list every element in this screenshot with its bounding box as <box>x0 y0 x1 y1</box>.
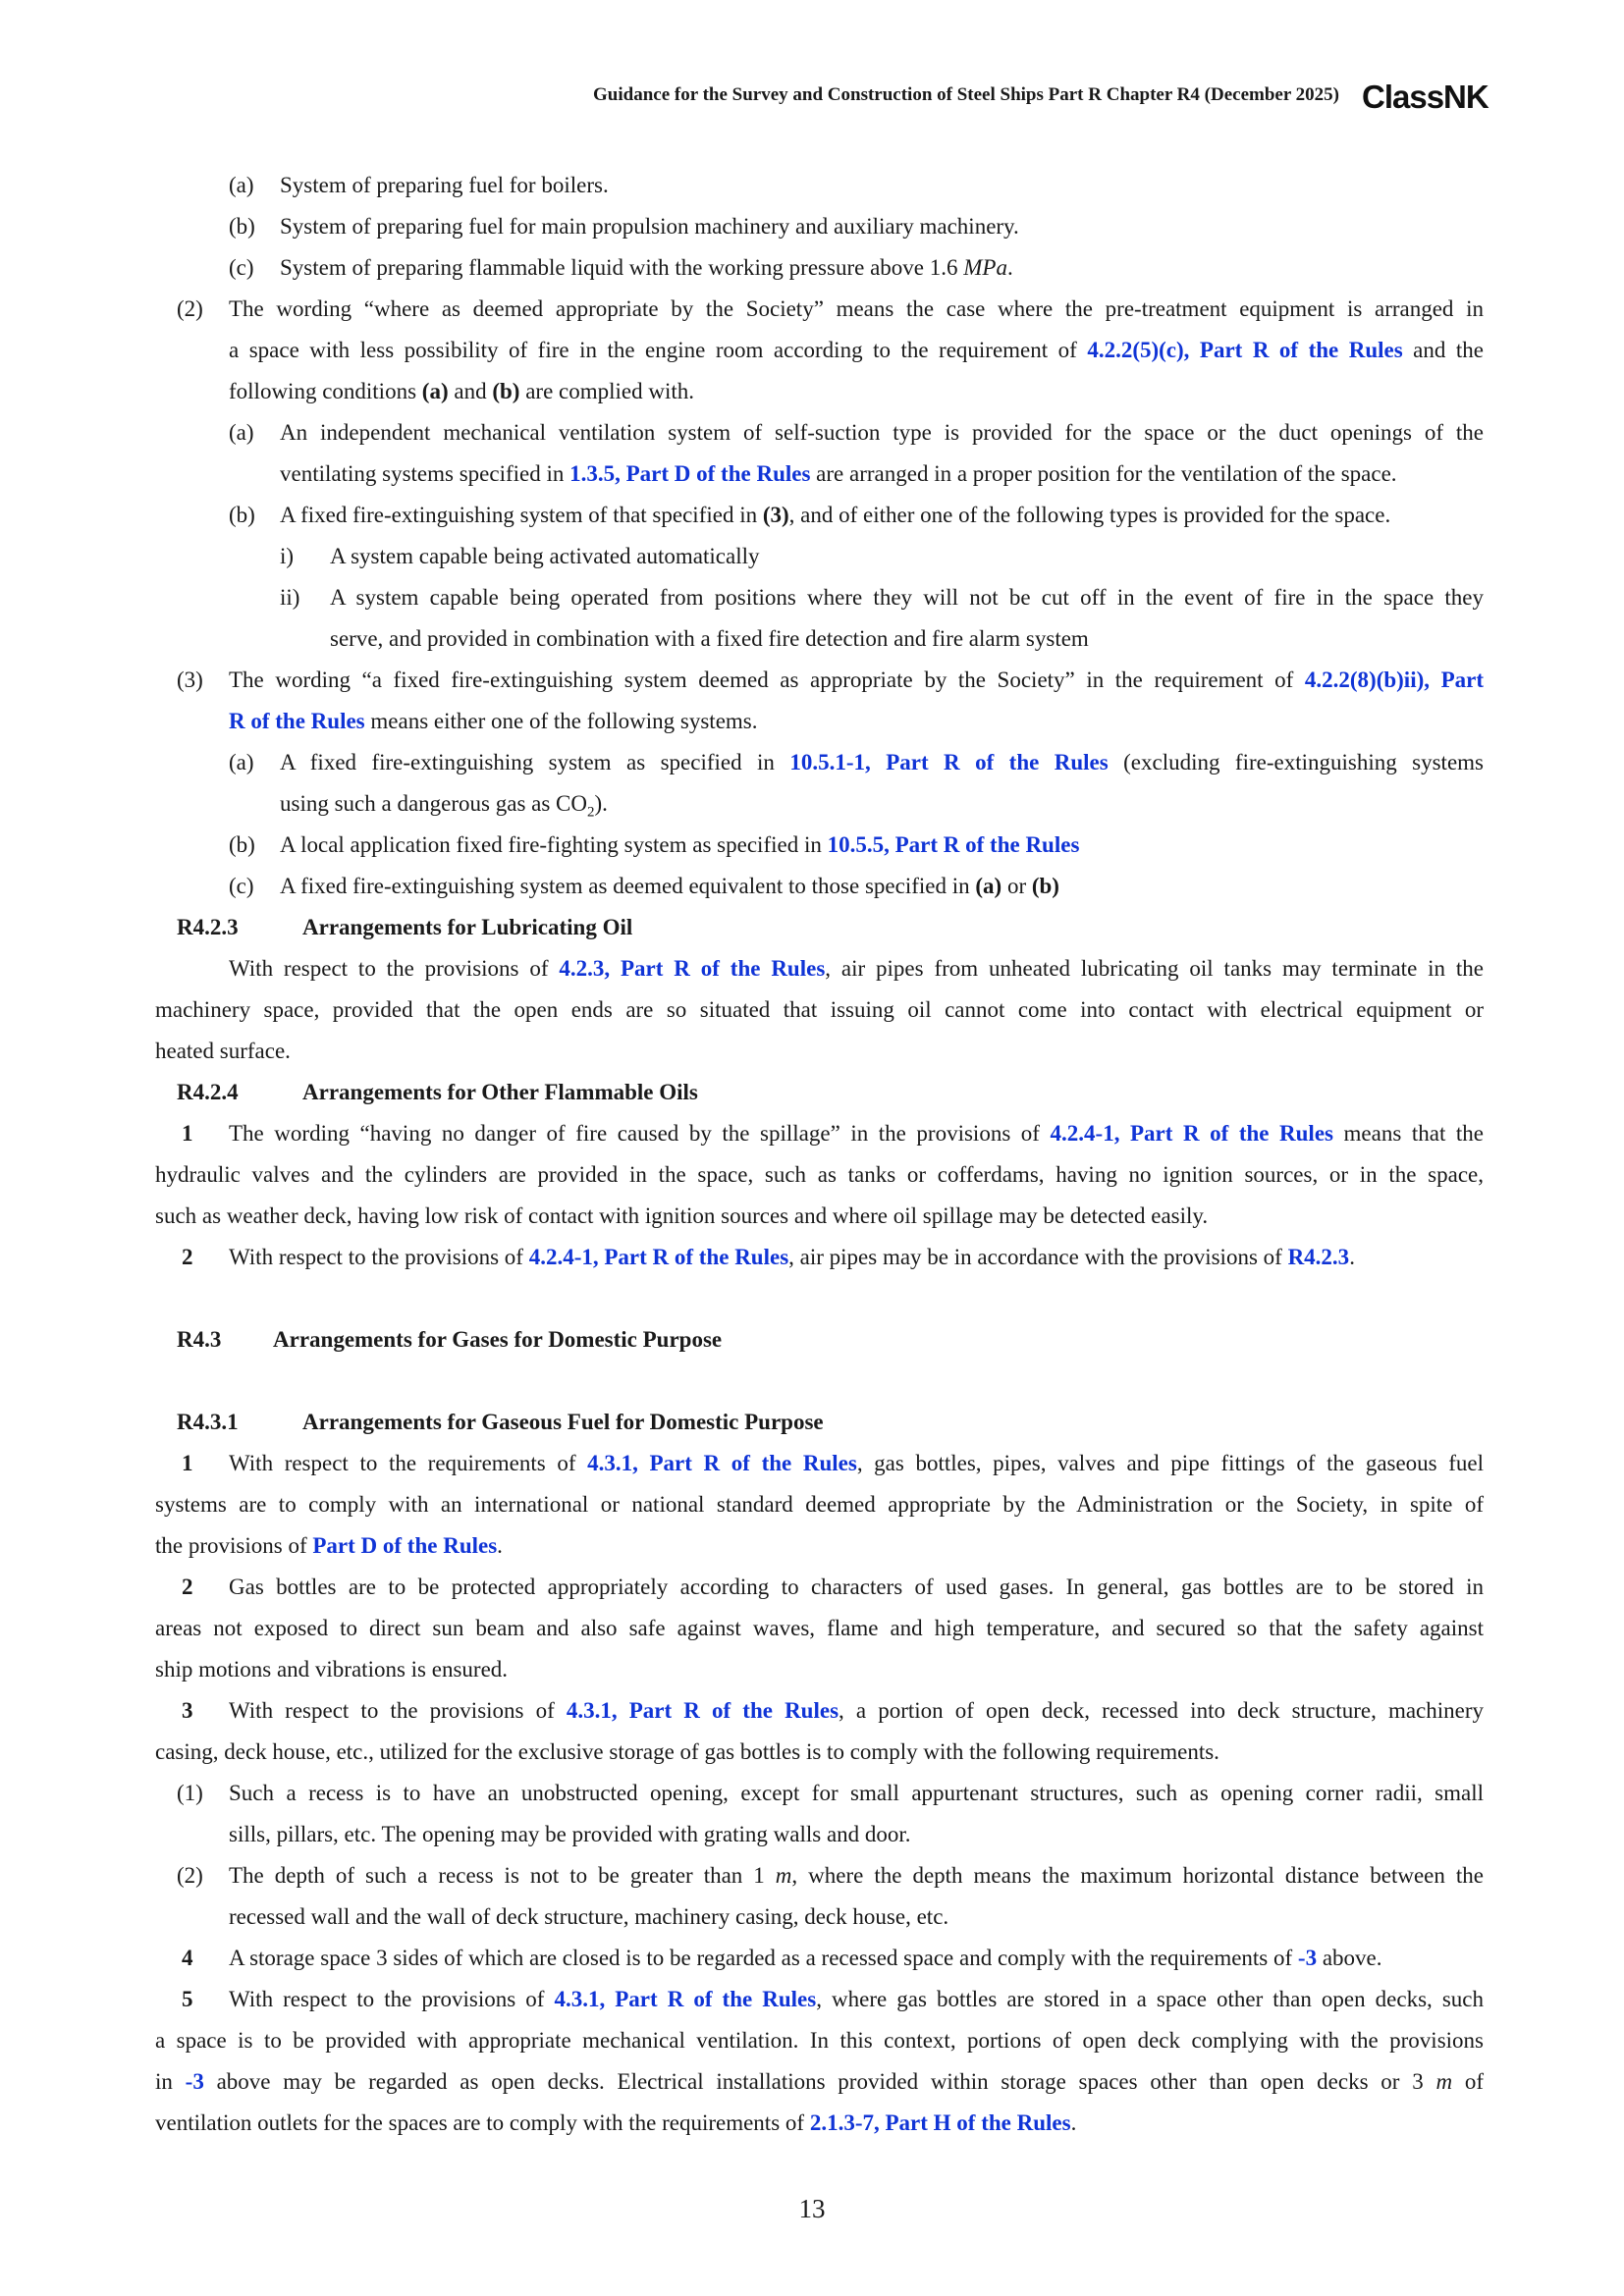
item-2b-ii-line2: serve, and provided in combination with a fixed fire detection and fire alarm system <box>330 626 1089 651</box>
rule-link[interactable]: 10.5.5, Part R of the Rules <box>827 832 1080 857</box>
r431-p2-line3: ship motions and vibrations is ensured. <box>155 1657 509 1682</box>
rule-link[interactable]: 4.3.1, Part R of the Rules <box>566 1698 839 1723</box>
r431-p1-line1: 1 With respect to the requirements of 4.3.1, Part R of the Rules, gas bottles, pipes, valves and pipe fittings of the gaseous fuel <box>182 1451 1485 1475</box>
item-2a-line2: ventilating systems specified in 1.3.5, Part D of the Rules are arranged in a proper position for the ventilation of the space. <box>280 461 1397 486</box>
rule-link[interactable]: 4.3.1, Part R of the Rules <box>587 1451 857 1475</box>
item-2b: (b) A fixed fire-extinguishing system of that specified in (3), and of either one of the following types is provided for the space. <box>229 503 1391 527</box>
page-body <box>155 165 1484 2144</box>
r431-p2-line2: areas not exposed to direct sun beam and also safe against waves, flame and high temperature, and secured so that the safety against <box>155 1616 1484 1640</box>
r424-p1-line2: hydraulic valves and the cylinders are provided in the space, such as tanks or cofferdams, having no ignition sources, or in the space, <box>155 1162 1484 1187</box>
r431-p3-1-line1: (1) Such a recess is to have an unobstructed opening, except for small appurtenant structures, such as opening corner radii, small <box>177 1781 1484 1805</box>
rule-link[interactable]: R of the Rules <box>229 709 365 733</box>
rule-link[interactable]: 1.3.5, Part D of the Rules <box>569 461 811 486</box>
rule-link[interactable]: -3 <box>185 2069 204 2094</box>
r431-p3-line2: casing, deck house, etc., utilized for the exclusive storage of gas bottles is to comply with the following requirements. <box>155 1739 1219 1764</box>
para-2-line1: (2) The wording “where as deemed appropriate by the Society” means the case where the pre-treatment equipment is arranged in <box>177 296 1484 321</box>
item-3c: (c) A fixed fire-extinguishing system as deemed equivalent to those specified in (a) or (b) <box>229 874 1059 898</box>
para-3-line2: R of the Rules means either one of the following systems. <box>229 709 758 733</box>
r431-p5-line1: 5 With respect to the provisions of 4.3.1, Part R of the Rules, where gas bottles are stored in a space other than open decks, such <box>182 1987 1485 2011</box>
section-heading-r4-2-4: R4.2.4 Arrangements for Other Flammable Oils <box>177 1080 698 1104</box>
section-heading-r4-3: R4.3 Arrangements for Gases for Domestic Purpose <box>177 1327 723 1352</box>
r431-p1-line2: systems are to comply with an international or national standard deemed appropriate by the Administration or the Society, in spite of <box>155 1492 1484 1517</box>
page-header <box>0 77 1624 116</box>
r431-p3-1-line2: sills, pillars, etc. The opening may be provided with grating walls and door. <box>229 1822 911 1846</box>
rule-link[interactable]: 4.2.2(8)(b)ii), Part <box>1304 667 1484 692</box>
item-3a-line2: using such a dangerous gas as $CO_2$). <box>280 791 608 821</box>
r423-line3: heated surface. <box>155 1039 291 1063</box>
rule-link[interactable]: R4.2.3 <box>1287 1245 1350 1269</box>
r431-p5-line3: in -3 above may be regarded as open decks. Electrical installations provided within storage spaces other than open decks or 3 m of <box>155 2069 1484 2094</box>
r431-p3-2-line2: recessed wall and the wall of deck structure, machinery casing, deck house, etc. <box>229 1904 949 1929</box>
item-3b: (b) A local application fixed fire-fighting system as specified in 10.5.5, Part R of the Rules <box>229 832 1080 857</box>
rule-link[interactable]: 4.2.3, Part R of the Rules <box>559 956 826 981</box>
classnk-logo: ClassNK <box>1362 79 1489 115</box>
rule-link[interactable]: -3 <box>1297 1946 1318 1970</box>
rule-link[interactable]: 10.5.1-1, Part R of the Rules <box>789 750 1109 774</box>
rule-link[interactable]: 4.3.1, Part R of the Rules <box>554 1987 817 2011</box>
rule-link[interactable]: Part D of the Rules <box>312 1533 498 1558</box>
item-3a-line1: (a) A fixed fire-extinguishing system as specified in 10.5.1-1, Part R of the Rules (excluding fire-extinguishing systems <box>229 750 1484 774</box>
section-heading-r4-2-3: R4.2.3 Arrangements for Lubricating Oil <box>177 915 633 939</box>
item-1a: (a) System of preparing fuel for boilers. <box>229 173 609 197</box>
rule-link[interactable]: 4.2.4-1, Part R of the Rules <box>1050 1121 1333 1146</box>
item-1c: (c) System of preparing flammable liquid with the working pressure above 1.6 MPa. <box>229 255 1013 280</box>
r431-p2-line1: 2 Gas bottles are to be protected appropriately according to characters of used gases. In general, gas bottles are to be stored in <box>182 1575 1484 1599</box>
item-1b: (b) System of preparing fuel for main propulsion machinery and auxiliary machinery. <box>229 214 1019 239</box>
item-2b-i: i) A system capable being activated automatically <box>280 544 760 568</box>
rule-link[interactable]: 4.2.4-1, Part R of the Rules <box>528 1245 789 1269</box>
rule-link[interactable]: 2.1.3-7, Part H of the Rules <box>809 2110 1071 2135</box>
para-2-line3: following conditions (a) and (b) are complied with. <box>229 379 695 403</box>
section-heading-r4-3-1: R4.3.1 Arrangements for Gaseous Fuel for Domestic Purpose <box>177 1410 824 1434</box>
page-number: 13 <box>798 2194 826 2223</box>
r424-p1-line1: 1 The wording “having no danger of fire caused by the spillage” in the provisions of 4.2.4-1, Part R of the Rules means that the <box>182 1121 1484 1146</box>
r423-line1: With respect to the provisions of 4.2.3, Part R of the Rules, air pipes from unheated lubricating oil tanks may terminate in the <box>229 956 1485 981</box>
r431-p5-line4: ventilation outlets for the spaces are to comply with the requirements of 2.1.3-7, Part H of the Rules. <box>155 2110 1077 2135</box>
r431-p1-line3: the provisions of Part D of the Rules. <box>155 1533 503 1558</box>
r431-p3-line1: 3 With respect to the provisions of 4.3.1, Part R of the Rules, a portion of open deck, recessed into deck structure, machinery <box>182 1698 1485 1723</box>
r431-p4: 4 A storage space 3 sides of which are closed is to be regarded as a recessed space and comply with the requirements of -3 above. <box>182 1946 1382 1970</box>
item-2a-line1: (a) An independent mechanical ventilation system of self-suction type is provided for the space or the duct openings of the <box>229 420 1484 445</box>
r424-p2: 2 With respect to the provisions of 4.2.4-1, Part R of the Rules, air pipes may be in accordance with the provisions of R4.2.3. <box>182 1245 1355 1269</box>
r431-p3-2-line1: (2) The depth of such a recess is not to be greater than 1 m, where the depth means the maximum horizontal distance between the <box>177 1863 1484 1888</box>
r424-p1-line3: such as weather deck, having low risk of contact with ignition sources and where oil spillage may be detected easily. <box>155 1203 1209 1228</box>
item-2b-ii-line1: ii) A system capable being operated from positions where they will not be cut off in the event of fire in the space they <box>280 585 1484 610</box>
rule-link[interactable]: 4.2.2(5)(c), Part R of the Rules <box>1087 338 1403 362</box>
r431-p5-line2: a space is to be provided with appropriate mechanical ventilation. In this context, portions of open deck complying with the provisions <box>155 2028 1484 2053</box>
r423-line2: machinery space, provided that the open ends are so situated that issuing oil cannot come into contact with electrical equipment or <box>155 997 1484 1022</box>
document-title: Guidance for the Survey and Construction of Steel Ships Part R Chapter R4 (December 2025) <box>593 84 1339 105</box>
para-2-line2: a space with less possibility of fire in the engine room according to the requirement of 4.2.2(5)(c), Part R of the Rules and the <box>229 338 1484 362</box>
para-3-line1: (3) The wording “a fixed fire-extinguishing system deemed as appropriate by the Society” in the requirement of 4.2.2(8)(b)ii), Part <box>177 667 1484 692</box>
